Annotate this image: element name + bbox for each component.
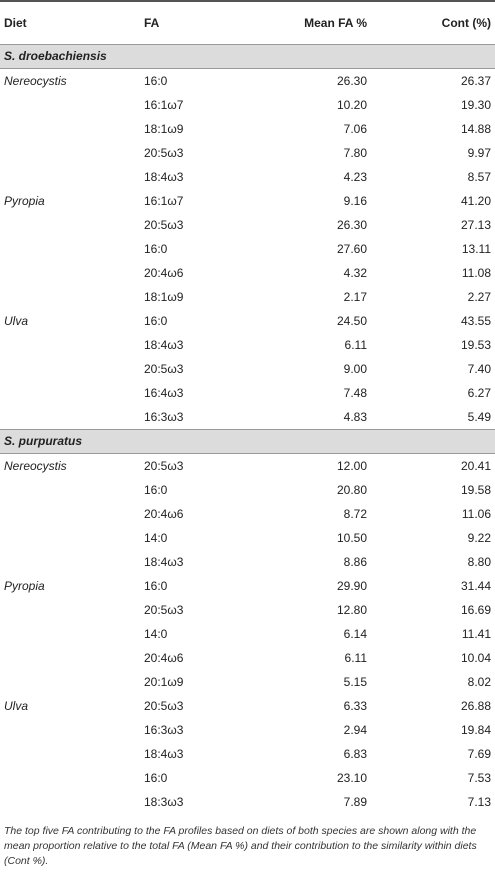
cont-cell: 6.27 [467,386,491,400]
cont-cell: 7.13 [467,795,491,809]
mean-fa-cell: 26.30 [336,218,367,232]
cont-cell: 26.88 [460,699,491,713]
mean-fa-cell: 12.80 [336,603,367,617]
fa-cell: 18:4ω3 [144,338,184,352]
fa-cell: 18:4ω3 [144,555,184,569]
cont-cell: 41.20 [460,194,491,208]
table-row [0,718,495,742]
species-section-row [0,45,495,69]
fa-cell: 16:3ω3 [144,410,184,424]
mean-fa-cell: 7.89 [343,795,367,809]
diet-cell [0,285,144,309]
mean-fa-cell: 6.83 [343,747,367,761]
table-row [0,309,495,333]
mean-fa-cell: 4.83 [343,410,367,424]
header-fa: FA [144,1,247,45]
table-header [0,1,495,45]
fa-cell: 14:0 [144,627,168,641]
table-row [0,405,495,430]
table-row [0,333,495,357]
cont-cell: 9.22 [467,531,491,545]
cont-cell: 7.69 [467,747,491,761]
diet-cell [0,357,144,381]
table-row [0,790,495,814]
mean-fa-cell: 4.32 [343,266,367,280]
mean-fa-cell: 7.80 [343,146,367,160]
table-row [0,598,495,622]
fa-cell: 20:5ω3 [144,146,184,160]
cont-cell: 8.57 [467,170,491,184]
mean-fa-cell: 27.60 [336,242,367,256]
mean-fa-cell: 20.80 [336,483,367,497]
mean-fa-cell: 6.33 [343,699,367,713]
fa-cell: 20:5ω3 [144,603,184,617]
cont-cell: 11.41 [461,627,491,641]
mean-fa-cell: 9.16 [343,194,367,208]
table-row [0,117,495,141]
table-row [0,646,495,670]
fa-cell: 18:1ω9 [144,290,184,304]
diet-cell [0,526,144,550]
header-diet: Diet [0,1,144,45]
cont-cell: 10.04 [460,651,491,665]
fa-cell: 16:0 [144,579,168,593]
mean-fa-cell: 10.20 [336,98,367,112]
diet-cell [0,766,144,790]
cont-cell: 11.08 [461,266,491,280]
cont-cell: 31.44 [460,579,491,593]
mean-fa-cell: 10.50 [336,531,367,545]
cont-cell: 16.69 [460,603,491,617]
diet-cell [0,646,144,670]
table-footnote: The top five FA contributing to the FA profiles based on diets of both species are shown along with the mean proportion relative to the total FA (Mean FA %) and their contribution to the similarity within diets (Cont %). [4,825,477,867]
fa-cell: 18:4ω3 [144,170,184,184]
mean-fa-cell: 6.11 [344,338,367,352]
diet-cell [0,790,144,814]
mean-fa-cell: 26.30 [336,74,367,88]
mean-fa-cell: 6.14 [343,627,367,641]
cont-cell: 13.11 [461,242,491,256]
cont-cell: 7.40 [467,362,491,376]
fa-cell: 20:4ω6 [144,507,184,521]
fa-cell: 16:3ω3 [144,723,184,737]
cont-cell: 8.80 [467,555,491,569]
table-row [0,357,495,381]
mean-fa-cell: 5.15 [343,675,367,689]
cont-cell: 2.27 [467,290,491,304]
fa-cell: 16:4ω3 [144,386,184,400]
mean-fa-cell: 23.10 [336,771,367,785]
table-row [0,766,495,790]
table-row [0,381,495,405]
table-row [0,478,495,502]
mean-fa-cell: 2.94 [343,723,367,737]
table-row [0,742,495,766]
mean-fa-cell: 9.00 [343,362,367,376]
diet-cell [0,622,144,646]
diet-cell [0,742,144,766]
fa-cell: 18:1ω9 [144,122,184,136]
diet-cell [0,93,144,117]
table-row [0,189,495,213]
fa-cell: 16:0 [144,483,168,497]
species-name: S. droebachiensis [0,45,495,69]
diet-cell [0,237,144,261]
table-row [0,261,495,285]
table-row [0,454,495,479]
fa-cell: 20:4ω6 [144,651,184,665]
fa-cell: 16:0 [144,74,168,88]
diet-cell [0,550,144,574]
fa-cell: 16:1ω7 [144,98,184,112]
fa-cell: 20:5ω3 [144,218,184,232]
cont-cell: 19.30 [460,98,491,112]
diet-cell: Ulva [4,699,29,713]
diet-cell [0,405,144,430]
mean-fa-cell: 29.90 [336,579,367,593]
table-row [0,213,495,237]
table-row [0,165,495,189]
diet-cell [0,381,144,405]
table-row [0,574,495,598]
table-body [0,45,495,815]
diet-cell: Ulva [4,314,29,328]
diet-cell [0,333,144,357]
table-row [0,69,495,94]
table-row [0,526,495,550]
mean-fa-cell: 8.86 [343,555,367,569]
header-cont: Cont (%) [371,1,495,45]
fa-cell: 20:4ω6 [144,266,184,280]
mean-fa-cell: 7.48 [343,386,367,400]
cont-cell: 8.02 [467,675,491,689]
mean-fa-cell: 7.06 [343,122,367,136]
diet-cell [0,165,144,189]
diet-cell [0,141,144,165]
table-row [0,141,495,165]
cont-cell: 7.53 [467,771,491,785]
cont-cell: 5.49 [467,410,491,424]
cont-cell: 9.97 [467,146,491,160]
header-mean-fa: Mean FA % [247,1,371,45]
mean-fa-cell: 8.72 [343,507,367,521]
cont-cell: 11.06 [461,507,491,521]
diet-cell [0,478,144,502]
species-name: S. purpuratus [0,430,495,454]
fa-cell: 18:4ω3 [144,747,184,761]
cont-cell: 43.55 [460,314,491,328]
fa-cell: 16:0 [144,314,168,328]
fa-cell: 14:0 [144,531,168,545]
fa-cell: 16:0 [144,242,168,256]
fa-cell: 18:3ω3 [144,795,184,809]
cont-cell: 20.41 [460,459,491,473]
diet-cell [0,670,144,694]
table-row [0,237,495,261]
fa-cell: 20:5ω3 [144,699,184,713]
table-row [0,285,495,309]
fa-cell: 20:5ω3 [144,362,184,376]
mean-fa-cell: 24.50 [336,314,367,328]
species-section-row [0,430,495,454]
diet-cell [0,718,144,742]
fa-cell: 20:1ω9 [144,675,184,689]
table-row [0,93,495,117]
table-row [0,622,495,646]
table-row [0,670,495,694]
diet-cell: Nereocystis [4,74,67,88]
mean-fa-cell: 4.23 [343,170,367,184]
mean-fa-cell: 12.00 [336,459,367,473]
diet-cell [0,213,144,237]
cont-cell: 19.58 [460,483,491,497]
diet-cell: Nereocystis [4,459,67,473]
table-row [0,502,495,526]
mean-fa-cell: 6.11 [344,651,367,665]
fa-cell: 16:1ω7 [144,194,184,208]
header-row [0,1,495,45]
diet-cell: Pyropia [4,194,45,208]
diet-cell [0,598,144,622]
cont-cell: 19.53 [460,338,491,352]
cont-cell: 27.13 [460,218,491,232]
cont-cell: 19.84 [460,723,491,737]
fa-cell: 20:5ω3 [144,459,184,473]
diet-cell [0,261,144,285]
diet-cell: Pyropia [4,579,45,593]
cont-cell: 14.88 [460,122,491,136]
diet-cell [0,502,144,526]
table-row [0,694,495,718]
cont-cell: 26.37 [460,74,491,88]
fa-cell: 16:0 [144,771,168,785]
mean-fa-cell: 2.17 [343,290,367,304]
table-row [0,550,495,574]
diet-cell [0,117,144,141]
